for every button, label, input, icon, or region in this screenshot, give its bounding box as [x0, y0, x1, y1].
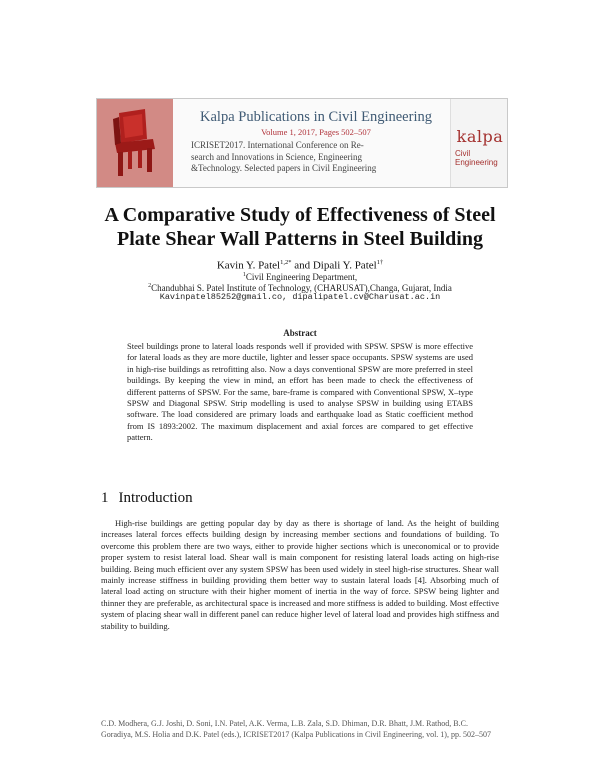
abstract-text: Steel buildings prone to lateral loads responds well if provided with SPSW. SPSW is more effective for lateral loads as they are more ductile, lighter and lesser space occupants. SPSW systems are used in high-rise buildings as retrofitting also. Now a days conventional SPSW are more preferred in steel buildings. By keeping the view in mind, an effort has been made to check the effectiveness of different patterns of SPSW. For the same, bare-frame is compared with Conventional SPSW, X–type SPSW and Diagonal SPSW. Strip modelling is used to analyse SPSW in building using ETABS software. The load considered are primary loads and earthquake load as Static coefficient method from IS 1893:2002. The maximum displacement and axial forces are compared to get effective pattern. [127, 341, 473, 443]
affiliation-1-mark: 1 [242, 272, 246, 278]
author-1: Kavin Y. Patel [216, 259, 281, 272]
banner-text [185, 108, 447, 175]
affiliation-1-text: Civil Engineering Department, [245, 272, 358, 282]
paper-title [60, 203, 540, 251]
author-2-marks: 1† [376, 259, 384, 266]
kalpa-logo-civil: Civil [455, 149, 471, 158]
citation-footer: C.D. Modhera, G.J. Joshi, D. Soni, I.N. Patel, A.K. Verma, L.B. Zala, S.D. Dhiman, D.R. Bhatt, J.M. Rathod, B.C. Goradiya, M.S. Holia and D.K. Patel (eds.), ICRISET2017 (Kalpa Publications in Civil Engineering, vol. 1), pp. 502–507 [101, 719, 491, 739]
author-1-marks: 1,2* [280, 259, 292, 266]
conference-line-3: &Technology. Selected papers in Civil Engineering [191, 163, 377, 173]
section-number: 1 [101, 490, 109, 506]
affiliation-2-text: Chandubhai S. Patel Institute of Technology, (CHARUSAT),Changa, Gujarat, India [151, 283, 452, 293]
publication-banner [96, 98, 508, 188]
author-emails: Kavinpatel85252@gmail.co, dipalipatel.cv@Charusat.ac.in [159, 292, 441, 302]
author-2: Dipali Y. Patel [312, 259, 377, 272]
introduction-paragraph: High-rise buildings are getting popular day by day as there is shortage of land. As the height of building increases lateral forces effects building design by increasing member sections and foundations of building. To overcome this problem there are two ways, either to provide higher sections which is uneconomical or to provide proper system to resist lateral load. Shear wall is main component for resisting lateral loads acting on high-rise building. Being much efficient over any system SPSW has been used widely in steel high-rise structures. Shear wall mainly increase stiffness in building providing them better way to sustain lateral loads [4]. Absorbing much of lateral load acting on structure with their higher moment of inertia in the way of force. SPSW being lighter and thinner they are preferable, as architectural space is increased and more stiffness is added to building. Most effective system of placing shear wall in different panel can reduce higher level of lateral load and provides high stiffness and stability to building. [101, 518, 499, 631]
paper-title-line-2: Plate Shear Wall Patterns in Steel Building [117, 228, 483, 250]
conference-line-1: ICRISET2017. International Conference on Re- [191, 140, 364, 150]
kalpa-civil-engineering-logo [450, 99, 507, 187]
conference-line-2: search and Innovations in Science, Engineering [191, 151, 362, 162]
publication-title: Kalpa Publications in Civil Engineering [200, 109, 432, 125]
kalpa-logo-subtitle [455, 149, 498, 167]
paper-title-line-1: A Comparative Study of Effectiveness of Steel [104, 204, 496, 226]
volume-pages: Volume 1, 2017, Pages 502–507 [261, 127, 371, 137]
kalpa-chair-logo-icon [97, 99, 173, 187]
kalpa-logo-engineering: Engineering [455, 158, 498, 167]
section-title: Introduction [118, 490, 193, 506]
introduction-heading [101, 490, 193, 507]
kalpa-logo-word: kalpa [456, 127, 504, 146]
abstract-heading: Abstract [283, 328, 317, 338]
author-conjunction: and [291, 259, 313, 272]
affiliation-2-mark: 2 [148, 283, 152, 289]
